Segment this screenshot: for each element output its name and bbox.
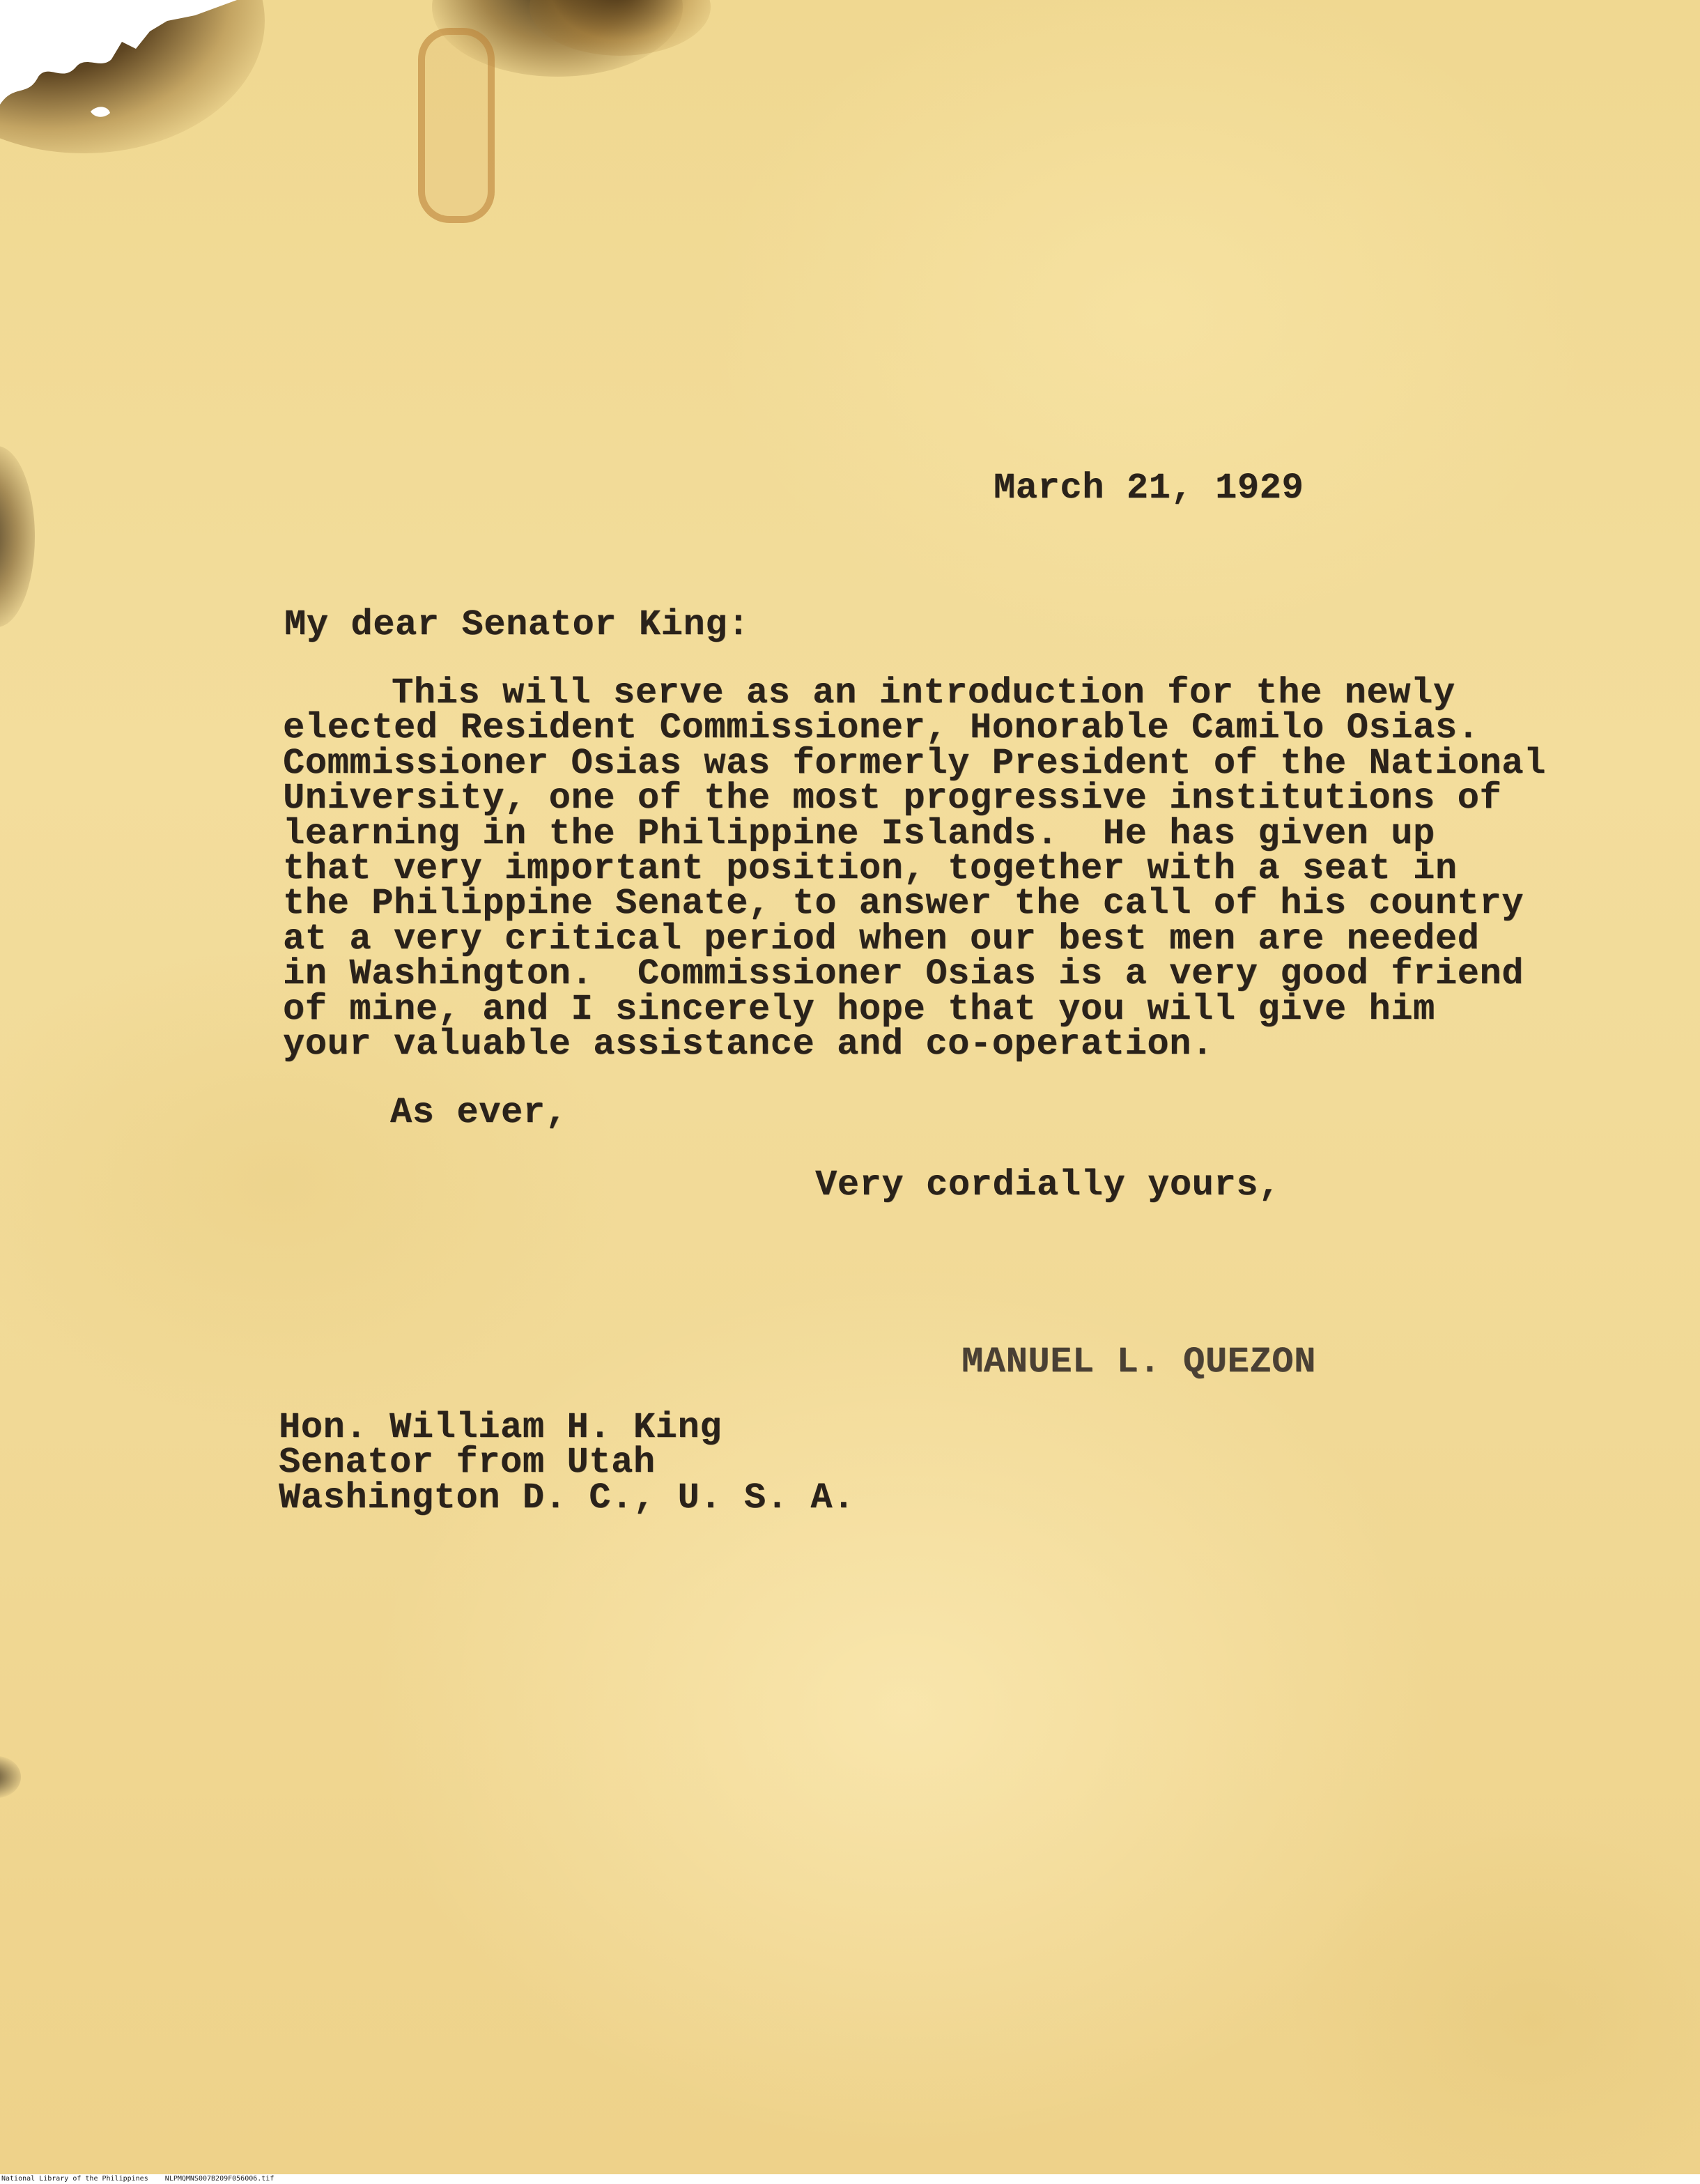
recipient-address-block [279, 1407, 855, 1518]
complimentary-close: Very cordially yours, [815, 1164, 1281, 1206]
body-line: of mine, and I sincerely hope that you will give him [283, 988, 1435, 1030]
body-line: that very important position, together with a seat in [283, 848, 1458, 890]
body-line: the Philippine Senate, to answer the call of his country [283, 883, 1524, 925]
recipient-name: Hon. William H. King [279, 1407, 722, 1448]
burn-mark-top-center-right [530, 0, 711, 56]
body-line: elected Resident Commissioner, Honorable Camilo Osias. [283, 707, 1480, 749]
letter-date: March 21, 1929 [994, 468, 1304, 509]
burn-mark-top-center [432, 0, 683, 77]
body-line: in Washington. Commissioner Osias is a very good friend [283, 953, 1524, 995]
paperclip-stain [418, 28, 495, 223]
body-line: your valuable assistance and co-operation. [283, 1024, 1214, 1066]
archive-footer [0, 2174, 1700, 2184]
body-line: at a very critical period when our best men are needed [283, 918, 1480, 960]
signatory-name: MANUEL L. QUEZON [961, 1341, 1316, 1383]
body-line: learning in the Philippine Islands. He has given up [283, 813, 1435, 854]
body-line: University, one of the most progressive institutions of [283, 778, 1502, 820]
salutation: My dear Senator King: [284, 604, 750, 645]
body-line: This will serve as an introduction for the newly [392, 672, 1455, 714]
torn-edge-graphic [0, 0, 237, 139]
recipient-title: Senator from Utah [279, 1442, 656, 1484]
burn-mark-left-edge [0, 446, 35, 627]
body-line: Commissioner Osias was formerly President of the National [283, 742, 1546, 784]
burn-mark-left-edge-low [0, 1756, 21, 1798]
archive-footer-text: National Library of the Philippines NLPMQMNS007B209F056006.tif [1, 2175, 275, 2183]
recipient-address: Washington D. C., U. S. A. [279, 1477, 855, 1518]
closing-phrase: As ever, [390, 1092, 568, 1133]
burn-mark-top-left [0, 0, 265, 153]
letter-body [283, 672, 1546, 1066]
